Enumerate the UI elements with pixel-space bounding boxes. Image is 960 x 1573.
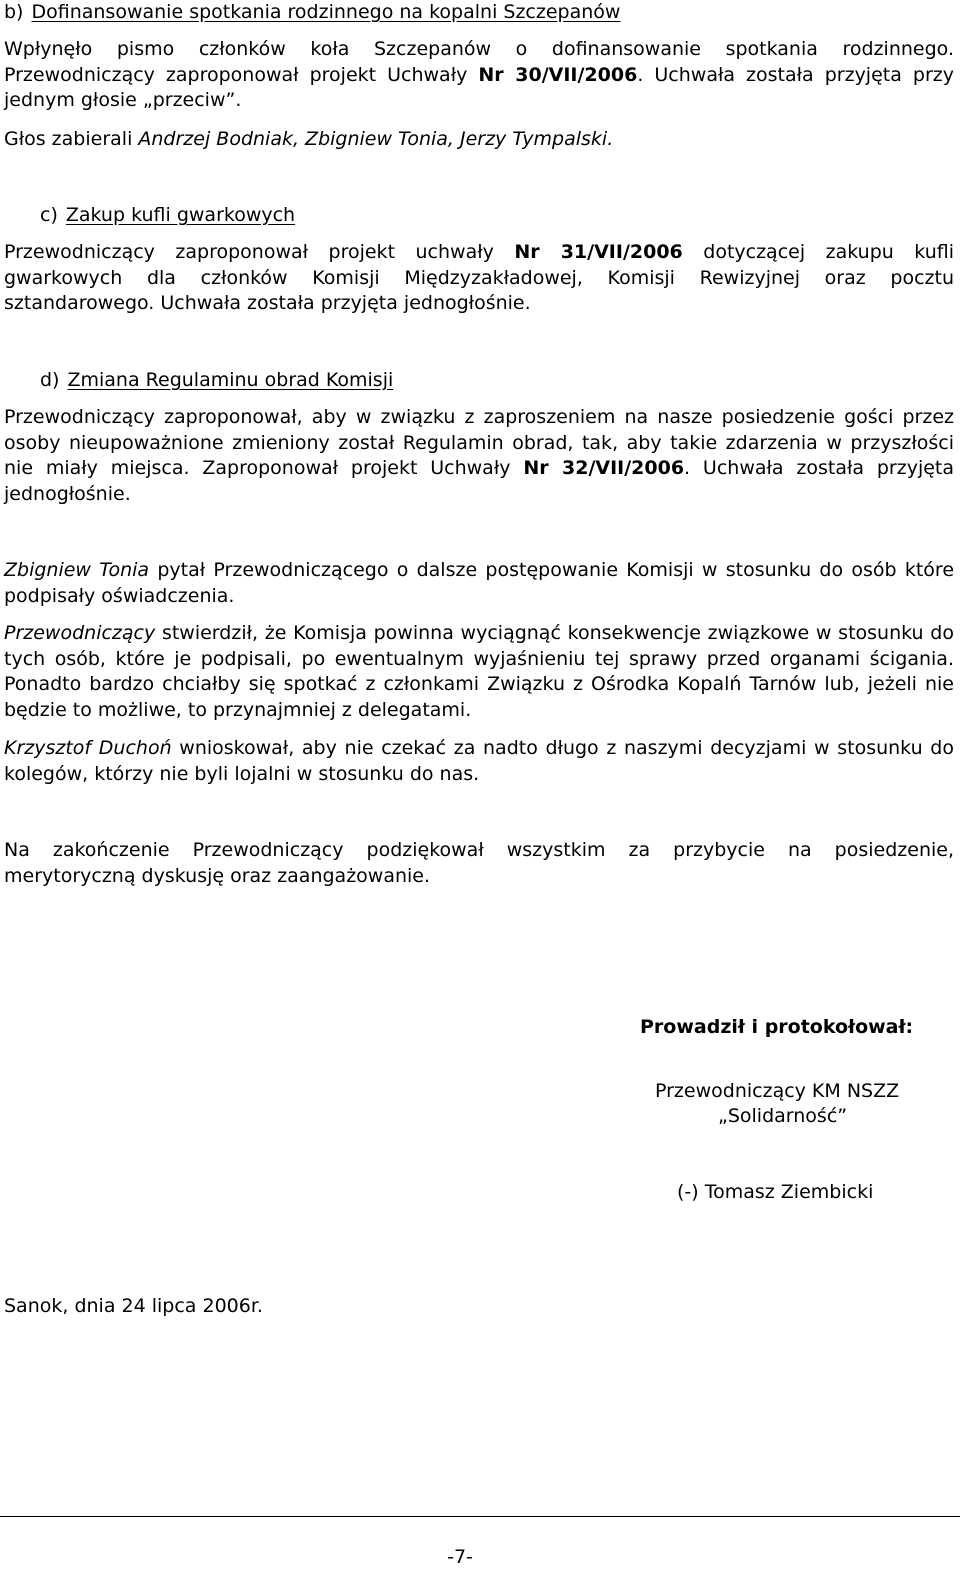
section-c-title: Zakup kufli gwarkowych	[65, 204, 296, 226]
place-date: Sanok, dnia 24 lipca 2006r.	[4, 1295, 263, 1317]
section-d-paragraph	[4, 405, 954, 507]
section-b-speakers	[4, 127, 954, 153]
section-c-text-2: dotyczącej zakupu kufli gwarkowych dla członków Komisji Międzyzakładowej, Komisji Rewizyjnej oraz pocztu sztandarowego. Uchwała została przyjęta jednogłośnie.	[4, 241, 954, 314]
speaker-name: Przewodniczący	[4, 622, 156, 644]
signature-role-line-1: Przewodniczący KM NSZZ	[655, 1080, 900, 1102]
section-b-title: Dofinansowanie spotkania rodzinnego na kopalni Szczepanów	[31, 1, 621, 23]
section-c-label: c)	[40, 204, 58, 226]
discussion-paragraph-2	[4, 621, 954, 723]
section-b-text-2: . Uchwała została przyjęta przy jednym głosie „przeciw”.	[4, 63, 954, 111]
speakers-intro: Głos zabierali	[4, 128, 139, 150]
section-b-label: b)	[4, 1, 24, 23]
section-c-heading	[40, 203, 295, 229]
discussion-paragraph-1	[4, 558, 954, 609]
section-b-paragraph	[4, 37, 954, 114]
section-d-title: Zmiana Regulaminu obrad Komisji	[67, 369, 394, 391]
discussion-text: wnioskował, aby nie czekać za nadto długo z naszymi decyzjami w stosunku do kolegów, którzy nie byli lojalni w stosunku do nas.	[4, 737, 954, 785]
resolution-number-30: Nr 30/VII/2006	[478, 63, 638, 86]
section-c-paragraph	[4, 240, 954, 317]
discussion-paragraph-3	[4, 736, 954, 787]
closing-paragraph: Na zakończenie Przewodniczący podziękował wszystkim za przybycie na posiedzenie, merytoryczną dyskusję oraz zaangażowanie.	[4, 839, 954, 887]
discussion-text: stwierdził, że Komisja powinna wyciągnąć konsekwencje związkowe w stosunku do tych osób, które je podpisali, po ewentualnym wyjaśnieniu tej sprawy przed organami ścigania. Ponadto bardzo chciałby się spotkać z członkami Związku z Ośrodka Kopalń Tarnów lub, jeżeli nie będzie to możliwe, to przynajmniej z delegatami.	[4, 622, 954, 721]
discussion-text: pytał Przewodniczącego o dalsze postępowanie Komisji w stosunku do osób które podpisały oświadczenia.	[4, 559, 955, 607]
section-b-text-1: Wpłynęło pismo członków koła Szczepanów o dofinansowanie spotkania rodzinnego. Przewodniczący zaproponował projekt Uchwały	[4, 38, 954, 86]
speaker-name: Zbigniew Tonia	[4, 559, 150, 581]
section-c-text-1: Przewodniczący zaproponował projekt uchwały	[4, 241, 515, 263]
page-number: -7-	[447, 1546, 473, 1568]
signature-name: (-) Tomasz Ziembicki	[677, 1181, 874, 1203]
signature-role-line-2: „Solidarność”	[718, 1105, 848, 1127]
footer-divider	[0, 1516, 960, 1517]
section-d-label: d)	[40, 369, 60, 391]
section-d-heading	[40, 368, 393, 394]
resolution-number-31: Nr 31/VII/2006	[514, 241, 683, 263]
speaker-name: Krzysztof Duchoń	[4, 737, 172, 759]
speakers-names: Andrzej Bodniak, Zbigniew Tonia, Jerzy Tympalski.	[138, 128, 614, 150]
section-d-text-2: . Uchwała została przyjęta jednogłośnie.	[4, 457, 955, 505]
section-d-text-1: Przewodniczący zaproponował, aby w związku z zaproszeniem na nasze posiedzenie gości przez osoby nieupoważnione zmieniony został Regulamin obrad, tak, aby takie zdarzenia w przyszłości nie miały miejsca. Zaproponował projekt Uchwały	[4, 406, 954, 479]
signature-heading: Prowadził i protokołował:	[640, 1016, 914, 1038]
section-b-heading	[4, 0, 620, 26]
resolution-number-32: Nr 32/VII/2006	[523, 457, 685, 479]
